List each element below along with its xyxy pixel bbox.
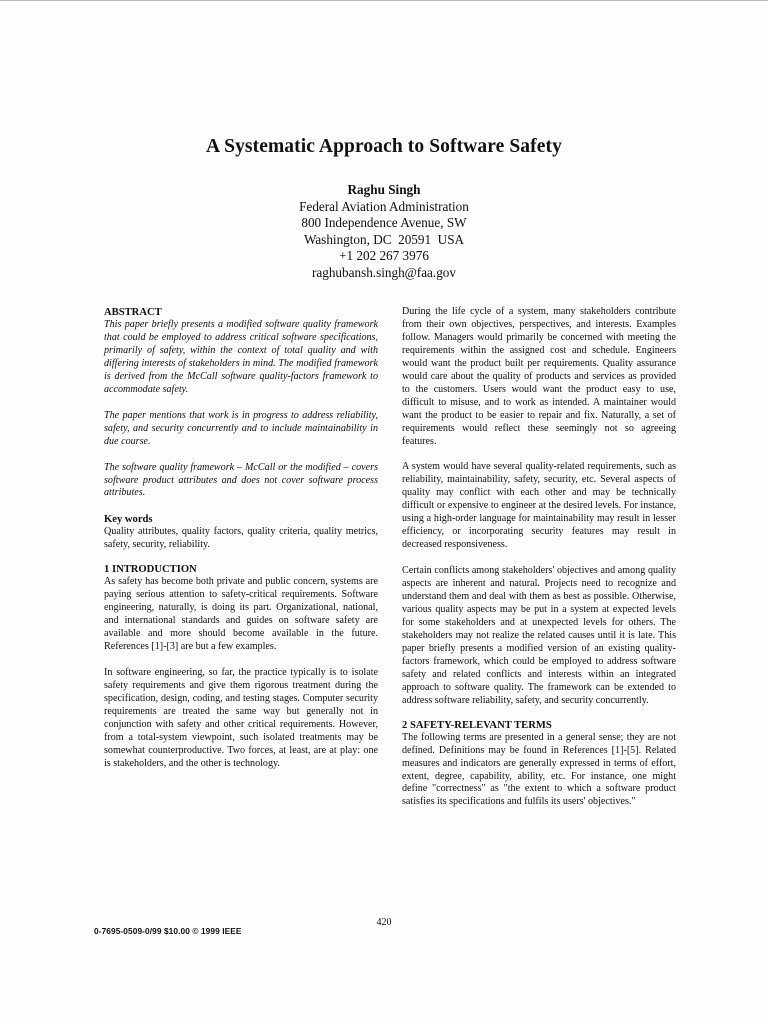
right-paragraph-2: A system would have several quality-related requirements, such as reliability, maintainability, safety, security, etc. Several aspects of quality may conflict with each other and may be technically difficult or expensive to engineer at the desired levels. For instance, using a high-order language for maintainability may result in lesser efficiency, or incorporating security features may result in decreased responsiveness. [402,461,676,551]
section-1-paragraph-2: In software engineering, so far, the practice typically is to isolate safety requirements and give them rigorous treatment during the specification, design, coding, and testing stages. Computer security requirements are treated the same way but generally not in conjunction with safety and other critical requirements. However, from a total-system viewpoint, such isolated treatments may be somewhat counterproductive. Two forces, at least, are at play: one is stakeholders, and the other is technology. [104,667,378,769]
right-paragraph-3: Certain conflicts among stakeholders' objectives and among quality aspects are inherent and natural. Projects need to recognize and understand them and deal with them as best as possible. Otherwise, various quality aspects may be put in a system at expected levels for some stakeholders and at unexpected levels for others. The stakeholders may not realize the related causes until it is late. This paper briefly presents a modified version of an existing quality-factors framework, which could be employed to address software safety and related conflicts and interests within an integrated approach to software quality. The framework can be extended to address software reliability, safety, and security concurrently. [402,565,676,706]
page-top-rule [0,0,768,1]
right-column [402,306,676,809]
author-affiliation: Federal Aviation Administration [299,198,469,214]
paper-title: A Systematic Approach to Software Safety [206,136,562,157]
author-street: 800 Independence Avenue, SW [301,215,467,231]
author-email: raghubansh.singh@faa.gov [312,264,456,280]
section-1-paragraph-1: As safety has become both private and public concern, systems are paying serious attention to safety-critical requirements. Software engineering, naturally, is doing its part. Organizational, national, and international standards and guides on software safety are available and more should become available in the future. References [1]-[3] are but a few examples. [104,576,378,653]
author-name: Raghu Singh [347,182,421,197]
keywords-heading: Key words [104,514,153,526]
copyright-notice: 0-7695-0509-0/99 $10.00 © 1999 IEEE [94,926,242,936]
author-phone: +1 202 267 3976 [339,248,429,264]
section-2-heading: 2 SAFETY-RELEVANT TERMS [402,719,552,731]
left-column [104,306,378,771]
section-2-paragraph-1: The following terms are presented in a general sense; they are not defined. Definitions may be found in References [1]-[5]. Related measures and indicators are generally expressed in terms of effort, extent, degree, capability, ability, etc. For instance, one might define "correctness" as "the extent to which a software product satisfies its specifications and fulfils its users' objectives." [402,731,676,808]
page-number: 420 [376,917,392,928]
section-1-heading: 1 INTRODUCTION [104,564,197,576]
keywords-text: Quality attributes, quality factors, quality criteria, quality metrics, safety, security, reliability. [104,526,378,551]
abstract-paragraph-2: The paper mentions that work is in progress to address reliability, safety, and security concurrently and to include maintainability in due course. [104,409,378,447]
abstract-heading: ABSTRACT [104,307,162,318]
abstract-paragraph-1: This paper briefly presents a modified software quality framework that could be employed to address critical software specifications, primarily of safety, within the context of total quality and with differing interests of stakeholders in mind. The modified framework is derived from the McCall software quality-factors framework to accommodate safety. [104,319,378,395]
right-paragraph-1: During the life cycle of a system, many stakeholders contribute from their own objectives, perspectives, and interests. Examples follow. Managers would primarily be concerned with meeting the requirements within the assigned cost and schedule. Engineers would want the product built per requirements. Quality assurance would care about the quality of products and services as provided to the customers. Users would want the product easy to use, difficult to misuse, and to work as intended. A maintainer would want the product to be easier to repair and fix. Naturally, a set of requirements would reflect these seemingly not so agreeing features. [402,306,676,447]
author-block [0,182,768,282]
abstract-paragraph-3: The software quality framework – McCall or the modified – covers software product attributes and does not cover software process attributes. [104,461,378,499]
author-city: Washington, DC 20591 USA [303,231,465,247]
